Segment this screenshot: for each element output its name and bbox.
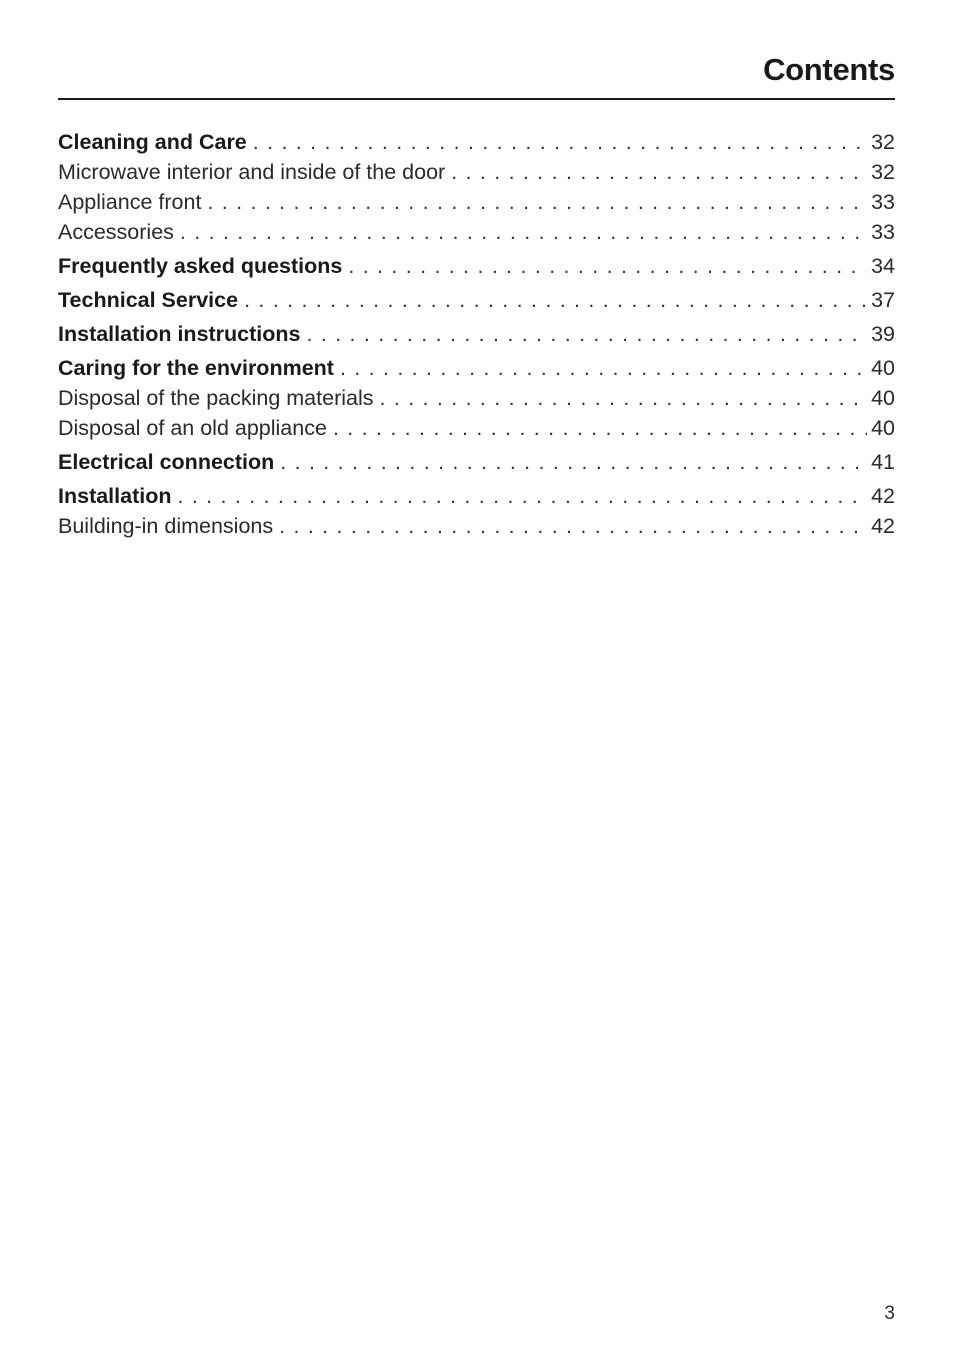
toc-dot-leader	[280, 447, 867, 477]
toc-entry-page: 37	[871, 288, 895, 312]
toc-dot-leader	[207, 187, 867, 217]
toc-dot-leader	[307, 319, 868, 349]
toc-entry-label: Accessories	[58, 220, 174, 244]
toc-entry-label: Installation	[58, 484, 172, 508]
toc-entry-label: Electrical connection	[58, 450, 275, 474]
toc-entry-page: 42	[871, 484, 895, 508]
toc-entry-label: Technical Service	[58, 288, 239, 312]
toc-entry[interactable]	[58, 157, 895, 187]
toc-entry-page: 41	[871, 450, 895, 474]
toc-entry[interactable]	[58, 353, 895, 383]
toc-dot-leader	[348, 251, 867, 281]
toc-entry[interactable]	[58, 383, 895, 413]
toc-dot-leader	[333, 413, 867, 443]
toc-entry[interactable]	[58, 481, 895, 511]
toc-dot-leader	[177, 481, 867, 511]
toc-entry[interactable]	[58, 413, 895, 443]
toc-entry-label: Building-in dimensions	[58, 514, 274, 538]
title-divider	[58, 98, 895, 100]
toc-entry-label: Frequently asked questions	[58, 254, 343, 278]
toc-entry-label: Caring for the environment	[58, 356, 334, 380]
toc-entry[interactable]	[58, 187, 895, 217]
toc-entry[interactable]	[58, 319, 895, 349]
toc-entry[interactable]	[58, 217, 895, 247]
toc-entry-label: Microwave interior and inside of the door	[58, 160, 446, 184]
toc-dot-leader	[244, 285, 867, 315]
toc-dot-leader	[180, 217, 867, 247]
toc-dot-leader	[279, 511, 867, 541]
toc-entry-page: 39	[871, 322, 895, 346]
table-of-contents	[58, 127, 895, 541]
page-title: Contents	[763, 52, 895, 87]
toc-entry[interactable]	[58, 447, 895, 477]
toc-entry-page: 42	[871, 514, 895, 538]
toc-entry-label: Disposal of the packing materials	[58, 386, 374, 410]
toc-entry-label: Disposal of an old appliance	[58, 416, 327, 440]
toc-dot-leader	[253, 127, 867, 157]
toc-entry-page: 34	[871, 254, 895, 278]
toc-entry-label: Cleaning and Care	[58, 130, 247, 154]
toc-entry-page: 32	[871, 160, 895, 184]
toc-dot-leader	[380, 383, 868, 413]
toc-dot-leader	[340, 353, 867, 383]
toc-entry[interactable]	[58, 127, 895, 157]
toc-entry-label: Installation instructions	[58, 322, 301, 346]
page-number: 3	[884, 1303, 895, 1324]
toc-entry-page: 33	[871, 190, 895, 214]
toc-entry-page: 40	[871, 416, 895, 440]
toc-entry[interactable]	[58, 511, 895, 541]
toc-dot-leader	[451, 157, 867, 187]
toc-entry-label: Appliance front	[58, 190, 202, 214]
toc-entry-page: 33	[871, 220, 895, 244]
toc-entry-page: 40	[871, 356, 895, 380]
toc-entry-page: 32	[871, 130, 895, 154]
toc-entry[interactable]	[58, 251, 895, 281]
toc-entry-page: 40	[871, 386, 895, 410]
toc-entry[interactable]	[58, 285, 895, 315]
